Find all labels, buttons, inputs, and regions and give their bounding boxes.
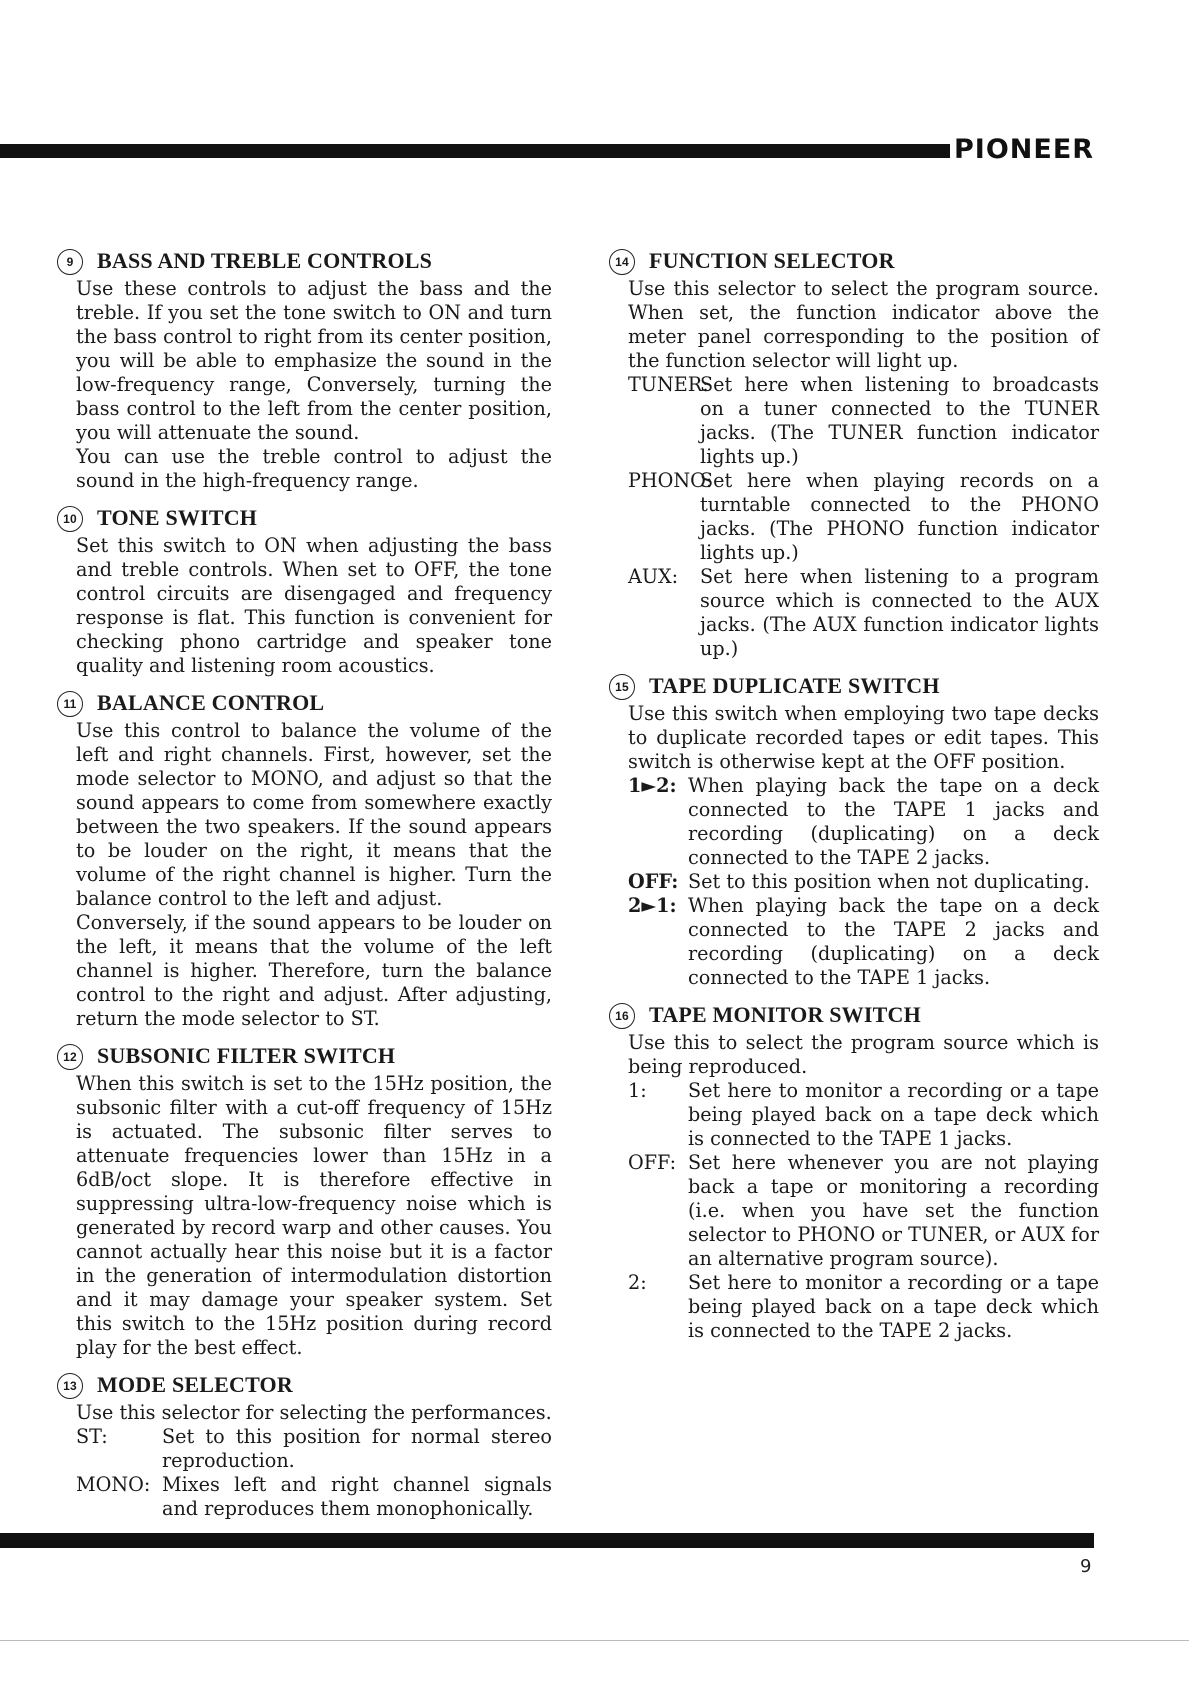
description: Set here whenever you are not playing back a tape or monitoring a recording (i.e. when you have set the function selector to PHONO or TUNER, or AUX for an alternative program source). bbox=[688, 1151, 1099, 1270]
description: When playing back the tape on a deck connected to the TAPE 1 jacks and recording (duplicating) on a deck connected to the TAPE 2 jacks. bbox=[688, 774, 1099, 869]
section-subsonic-filter bbox=[60, 1041, 552, 1360]
header-rule bbox=[0, 144, 1040, 158]
paragraph: Use this to select the program source which is being reproduced. bbox=[628, 1031, 1099, 1078]
section-number: 13 bbox=[57, 1373, 83, 1399]
term: ST: bbox=[76, 1425, 108, 1448]
section-tape-monitor bbox=[612, 1000, 1099, 1343]
paragraph: Use these controls to adjust the bass and the treble. If you set the tone switch to ON and turn the bass control to right from its center position, you will be able to emphasize the sound in the low-frequency range, Conversely, turning the bass control to the left from the center position, you will attenuate the sound. bbox=[76, 277, 552, 444]
description: Set here to monitor a recording or a tape being played back on a tape deck which is connected to the TAPE 1 jacks. bbox=[688, 1079, 1099, 1150]
page-edge-line bbox=[0, 1640, 1189, 1641]
section-title: FUNCTION SELECTOR bbox=[649, 248, 895, 273]
definition-tuner bbox=[628, 373, 1099, 469]
section-title: BASS AND TREBLE CONTROLS bbox=[97, 248, 433, 273]
term: OFF: bbox=[628, 1151, 677, 1174]
paragraph: Use this control to balance the volume of the left and right channels. First, however, set the mode selector to MONO, and adjust so that the sound appears to come from somewhere exactly between the two speakers. If the sound appears to be louder on the right, it means that the volume of the right channel is higher. Turn the balance control to the left and adjust. bbox=[76, 719, 552, 910]
definition-monitor-2 bbox=[628, 1271, 1099, 1343]
description: Set to this position for normal stereo reproduction. bbox=[162, 1425, 552, 1472]
footer-rule bbox=[0, 1533, 1094, 1548]
brand-logo: PIONEER bbox=[950, 134, 1100, 166]
section-bass-treble bbox=[60, 246, 552, 493]
section-balance-control bbox=[60, 688, 552, 1031]
term: AUX: bbox=[628, 565, 679, 588]
right-column bbox=[612, 246, 1099, 1353]
section-title: TONE SWITCH bbox=[97, 505, 258, 530]
description: Mixes left and right channel signals and reproduces them monophonically. bbox=[162, 1473, 552, 1520]
description: Set here to monitor a recording or a tape being played back on a tape deck which is connected to the TAPE 2 jacks. bbox=[688, 1271, 1099, 1342]
section-heading bbox=[57, 246, 552, 276]
paragraph: Use this switch when employing two tape decks to duplicate recorded tapes or edit tapes. This switch is otherwise kept at the OFF position. bbox=[628, 702, 1099, 773]
section-heading bbox=[57, 1041, 552, 1071]
paragraph: Conversely, if the sound appears to be louder on the left, it means that the volume of the left channel is higher. Therefore, turn the balance control to the right and adjust. After adjusting, return the mode selector to ST. bbox=[76, 911, 552, 1030]
section-number: 16 bbox=[609, 1003, 635, 1029]
left-column bbox=[60, 246, 552, 1531]
term: PHONO: bbox=[628, 469, 713, 492]
term: OFF: bbox=[628, 870, 679, 893]
term: 2►1: bbox=[628, 894, 677, 917]
paragraph: When this switch is set to the 15Hz position, the subsonic filter with a cut-off frequency of 15Hz is actuated. The subsonic filter serves to attenuate frequencies lower than 15Hz in a 6dB/oct slope. It is therefore effective in suppressing ultra-low-frequency noise which is generated by record warp and other causes. You cannot actually hear this noise but it is a factor in the generation of intermodulation distortion and it may damage your speaker system. Set this switch to the 15Hz position during record play for the best effect. bbox=[76, 1072, 552, 1359]
section-heading bbox=[609, 671, 1099, 701]
term: MONO: bbox=[76, 1473, 151, 1496]
definition-2-to-1 bbox=[628, 894, 1099, 990]
section-number: 12 bbox=[57, 1044, 83, 1070]
definition-phono bbox=[628, 469, 1099, 565]
definition-monitor-1 bbox=[628, 1079, 1099, 1151]
section-title: TAPE MONITOR SWITCH bbox=[649, 1002, 921, 1027]
section-heading bbox=[57, 503, 552, 533]
section-tone-switch bbox=[60, 503, 552, 678]
section-mode-selector bbox=[60, 1370, 552, 1521]
paragraph: Use this selector to select the program source. When set, the function indicator above the meter panel corresponding to the position of the function selector will light up. bbox=[628, 277, 1099, 372]
section-title: SUBSONIC FILTER SWITCH bbox=[97, 1043, 396, 1068]
section-title: TAPE DUPLICATE SWITCH bbox=[649, 673, 940, 698]
description: Set here when listening to broadcasts on a tuner connected to the TUNER jacks. (The TUNER function indicator lights up.) bbox=[700, 373, 1099, 468]
term: 1: bbox=[628, 1079, 647, 1102]
section-number: 9 bbox=[57, 249, 83, 275]
description: Set here when playing records on a turntable connected to the PHONO jacks. (The PHONO function indicator lights up.) bbox=[700, 469, 1099, 564]
definition-off bbox=[628, 870, 1099, 894]
paragraph: You can use the treble control to adjust the sound in the high-frequency range. bbox=[76, 445, 552, 492]
page-number: 9 bbox=[1080, 1556, 1092, 1577]
section-heading bbox=[57, 1370, 552, 1400]
section-number: 14 bbox=[609, 249, 635, 275]
section-tape-duplicate bbox=[612, 671, 1099, 990]
paragraph: Use this selector for selecting the performances. bbox=[76, 1401, 552, 1424]
section-heading bbox=[57, 688, 552, 718]
term: 2: bbox=[628, 1271, 647, 1294]
definition-st bbox=[76, 1425, 552, 1473]
section-number: 11 bbox=[57, 691, 83, 717]
definition-1-to-2 bbox=[628, 774, 1099, 870]
section-number: 15 bbox=[609, 674, 635, 700]
definition-mono bbox=[76, 1473, 552, 1521]
section-title: MODE SELECTOR bbox=[97, 1372, 293, 1397]
description: Set here when listening to a program source which is connected to the AUX jacks. (The AUX function indicator lights up.) bbox=[700, 565, 1099, 660]
definition-monitor-off bbox=[628, 1151, 1099, 1271]
section-function-selector bbox=[612, 246, 1099, 661]
description: When playing back the tape on a deck connected to the TAPE 2 jacks and recording (duplicating) on a deck connected to the TAPE 1 jacks. bbox=[688, 894, 1099, 989]
section-title: BALANCE CONTROL bbox=[97, 690, 325, 715]
section-heading bbox=[609, 246, 1099, 276]
section-number: 10 bbox=[57, 506, 83, 532]
section-heading bbox=[609, 1000, 1099, 1030]
definition-aux bbox=[628, 565, 1099, 661]
paragraph: Set this switch to ON when adjusting the bass and treble controls. When set to OFF, the tone control circuits are disengaged and frequency response is flat. This function is convenient for checking phono cartridge and speaker tone quality and listening room acoustics. bbox=[76, 534, 552, 677]
description: Set to this position when not duplicating. bbox=[688, 870, 1090, 893]
term: 1►2: bbox=[628, 774, 677, 797]
term: TUNER: bbox=[628, 373, 709, 396]
